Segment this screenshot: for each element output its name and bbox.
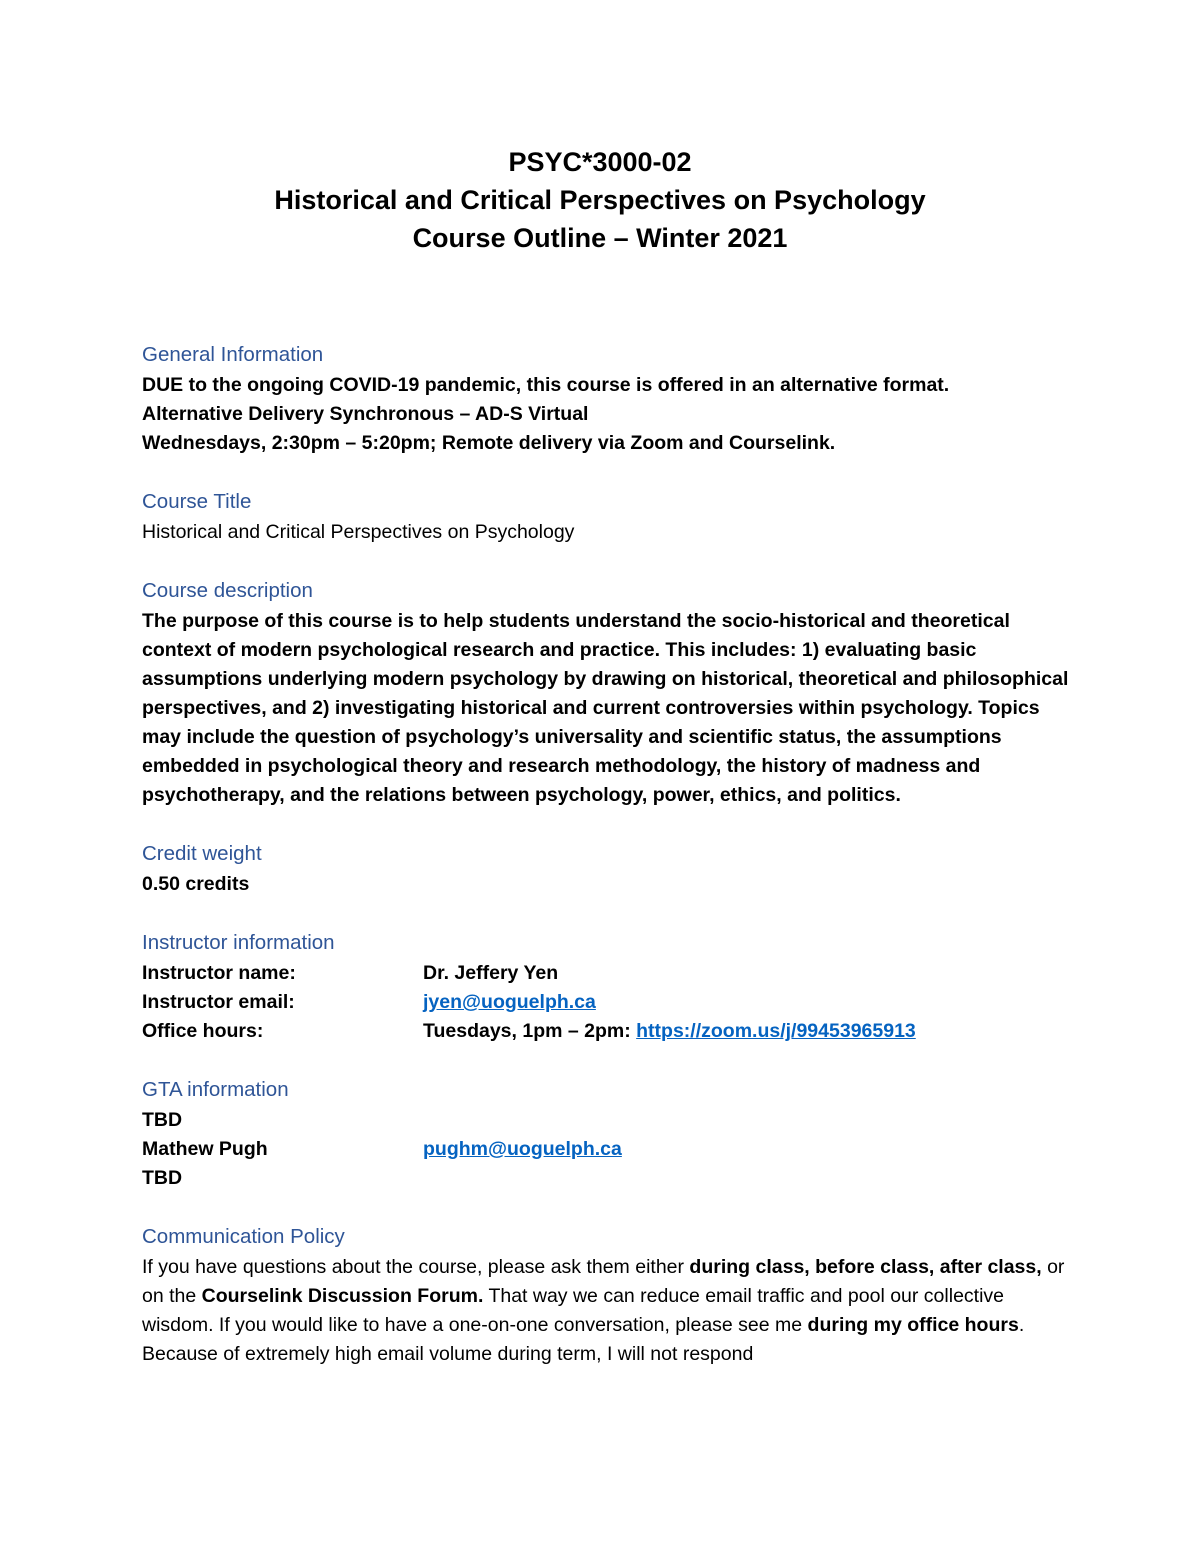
policy-text: . Because of extremely high email volume during term, I will not respond <box>142 1314 1025 1365</box>
policy-text: That way we can reduce email traffic and pool our collective wisdom. If you would like to have a one-on-one conversation, please see me <box>142 1285 1005 1336</box>
instructor-section <box>142 926 1072 1046</box>
course-title-section <box>142 485 1072 547</box>
instructor-email-link[interactable]: jyen@uoguelph.ca <box>423 991 596 1013</box>
general-line: Wednesdays, 2:30pm – 5:20pm; Remote delivery via Zoom and Courselink. <box>142 432 836 454</box>
section-heading: Course description <box>142 579 313 602</box>
document-body <box>142 338 1072 1396</box>
section-heading: GTA information <box>142 1078 289 1101</box>
gta-email-link[interactable]: pughm@uoguelph.ca <box>423 1138 622 1160</box>
general-information-section <box>142 338 1072 458</box>
section-heading: Communication Policy <box>142 1225 345 1248</box>
instructor-email-row <box>142 988 1072 1017</box>
section-heading: Instructor information <box>142 931 335 954</box>
credit-weight-value: 0.50 credits <box>142 873 250 895</box>
office-hours-label: Office hours: <box>142 1020 264 1042</box>
section-heading: General Information <box>142 343 324 366</box>
policy-text: or on the <box>142 1256 1065 1307</box>
gta-row: TBD <box>142 1167 183 1189</box>
instructor-name-value: Dr. Jeffery Yen <box>423 962 559 984</box>
policy-emphasis: Courselink Discussion Forum. <box>201 1285 484 1307</box>
instructor-name-label: Instructor name: <box>142 962 296 984</box>
policy-text: If you have questions about the course, please ask them either <box>142 1256 690 1278</box>
course-description-text: The purpose of this course is to help students understand the socio-historical and theoretical context of modern psychological research and practice. This includes: 1) evaluating basic assumptions underlying modern psychology by drawing on historical, theoretical and philosophical perspectives, and 2) investigating historical and current controversies within psychology. Topics may include the question of psychology’s universality and scientific status, the assumptions embedded in psychological theory and research methodology, the history of madness and psychotherapy, and the relations between psychology, power, ethics, and politics. <box>142 610 1069 806</box>
office-hours-value <box>423 1017 916 1046</box>
course-name: Historical and Critical Perspectives on Psychology <box>274 185 926 215</box>
general-line: Alternative Delivery Synchronous – AD-S Virtual <box>142 403 589 425</box>
gta-row: TBD <box>142 1109 183 1131</box>
credit-weight-section <box>142 837 1072 899</box>
gta-section <box>142 1073 1072 1193</box>
section-heading: Credit weight <box>142 842 262 865</box>
instructor-email-label: Instructor email: <box>142 991 295 1013</box>
gta-row <box>142 1135 1072 1164</box>
office-hours-time: Tuesdays, 1pm – 2pm: <box>423 1020 637 1042</box>
office-hours-zoom-link[interactable]: https://zoom.us/j/99453965913 <box>636 1020 916 1042</box>
policy-emphasis: during class, before class, after class, <box>689 1256 1042 1278</box>
communication-policy-text <box>142 1253 1072 1369</box>
office-hours-row <box>142 1017 1072 1046</box>
instructor-name-row <box>142 959 1072 988</box>
communication-policy-section <box>142 1220 1072 1369</box>
gta-name: Mathew Pugh <box>142 1138 268 1160</box>
policy-emphasis: during my office hours <box>807 1314 1019 1336</box>
course-title-text: Historical and Critical Perspectives on Psychology <box>142 521 575 543</box>
general-line: DUE to the ongoing COVID-19 pandemic, this course is offered in an alternative format. <box>142 374 950 396</box>
outline-term: Course Outline – Winter 2021 <box>412 223 788 253</box>
course-description-section <box>142 574 1072 810</box>
course-code: PSYC*3000-02 <box>508 147 692 177</box>
document-title <box>0 143 1200 257</box>
section-heading: Course Title <box>142 490 252 513</box>
